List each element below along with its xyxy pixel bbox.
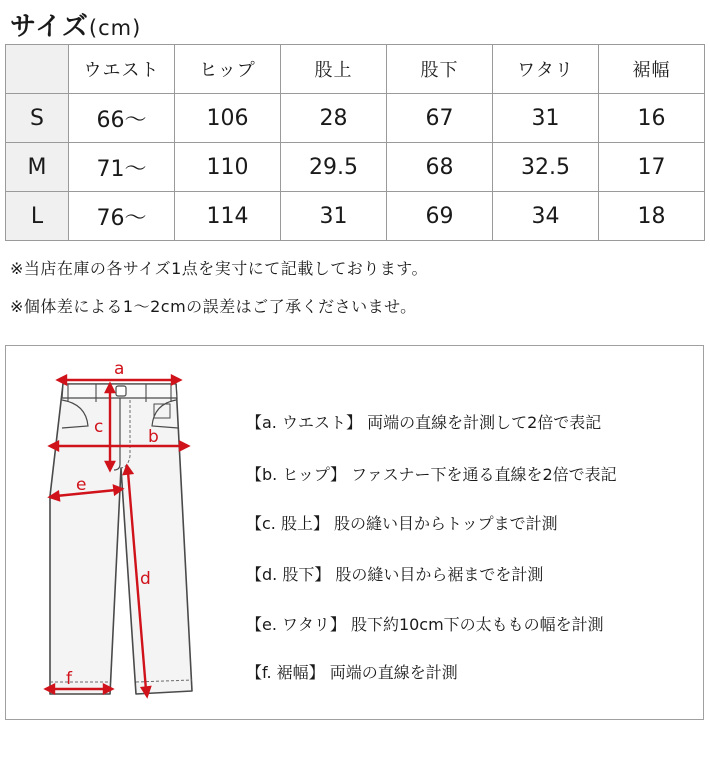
table-cell: 106 bbox=[175, 94, 281, 143]
letter-a: a bbox=[114, 359, 125, 379]
size-table bbox=[5, 44, 705, 241]
header-hip: ヒップ bbox=[175, 45, 281, 94]
size-title-unit: (cm) bbox=[88, 16, 142, 40]
table-cell: 17 bbox=[599, 143, 705, 192]
arrowhead bbox=[58, 376, 66, 384]
size-title-main: サイズ bbox=[10, 12, 89, 42]
label-hip: 【b. ヒップ】 ファスナー下を通る直線を2倍で表記 bbox=[246, 465, 617, 484]
note-line: ※個体差による1〜2cmの誤差はご了承くださいませ。 bbox=[10, 297, 417, 316]
size-label: S bbox=[6, 94, 69, 143]
header-waist: ウエスト bbox=[69, 45, 175, 94]
table-cell: 66〜 bbox=[69, 94, 175, 143]
arrowhead bbox=[50, 442, 58, 450]
table-cell: 32.5 bbox=[493, 143, 599, 192]
size-title bbox=[10, 6, 141, 43]
note-line: ※当店在庫の各サイズ1点を実寸にて記載しております。 bbox=[10, 259, 429, 278]
arrowhead bbox=[142, 687, 150, 696]
table-cell: 71〜 bbox=[69, 143, 175, 192]
header-inseam: 股下 bbox=[387, 45, 493, 94]
table-cell: 114 bbox=[175, 192, 281, 241]
table-cell: 29.5 bbox=[281, 143, 387, 192]
size-table-corner bbox=[6, 45, 69, 94]
table-cell: 16 bbox=[599, 94, 705, 143]
arrowhead bbox=[172, 376, 180, 384]
table-cell: 31 bbox=[493, 94, 599, 143]
size-label: L bbox=[6, 192, 69, 241]
pants-diagram bbox=[6, 346, 236, 716]
table-cell: 76〜 bbox=[69, 192, 175, 241]
pants-outline bbox=[50, 384, 192, 694]
arrowhead bbox=[46, 685, 54, 693]
header-hem: 裾幅 bbox=[599, 45, 705, 94]
letter-d: d bbox=[140, 569, 151, 589]
letter-c: c bbox=[94, 417, 104, 437]
table-row bbox=[6, 192, 705, 241]
table-cell: 69 bbox=[387, 192, 493, 241]
measurement-guide bbox=[5, 345, 704, 720]
table-cell: 31 bbox=[281, 192, 387, 241]
size-table-header-row bbox=[6, 45, 705, 94]
header-rise: 股上 bbox=[281, 45, 387, 94]
label-thigh: 【e. ワタリ】 股下約10cm下の太ももの幅を計測 bbox=[246, 615, 604, 634]
label-inseam: 【d. 股下】 股の縫い目から裾までを計測 bbox=[246, 565, 544, 584]
size-label: M bbox=[6, 143, 69, 192]
table-row bbox=[6, 143, 705, 192]
label-hem: 【f. 裾幅】 両端の直線を計測 bbox=[246, 663, 458, 682]
table-row bbox=[6, 94, 705, 143]
table-cell: 68 bbox=[387, 143, 493, 192]
label-waist: 【a. ウエスト】 両端の直線を計測して2倍で表記 bbox=[246, 413, 602, 432]
letter-b: b bbox=[148, 427, 159, 447]
table-cell: 34 bbox=[493, 192, 599, 241]
table-cell: 110 bbox=[175, 143, 281, 192]
letter-e: e bbox=[76, 475, 87, 495]
letter-f: f bbox=[66, 669, 72, 689]
header-thigh: ワタリ bbox=[493, 45, 599, 94]
button bbox=[116, 386, 126, 396]
table-cell: 28 bbox=[281, 94, 387, 143]
arrowhead bbox=[180, 442, 188, 450]
table-cell: 18 bbox=[599, 192, 705, 241]
table-cell: 67 bbox=[387, 94, 493, 143]
label-rise: 【c. 股上】 股の縫い目からトップまで計測 bbox=[246, 514, 558, 533]
